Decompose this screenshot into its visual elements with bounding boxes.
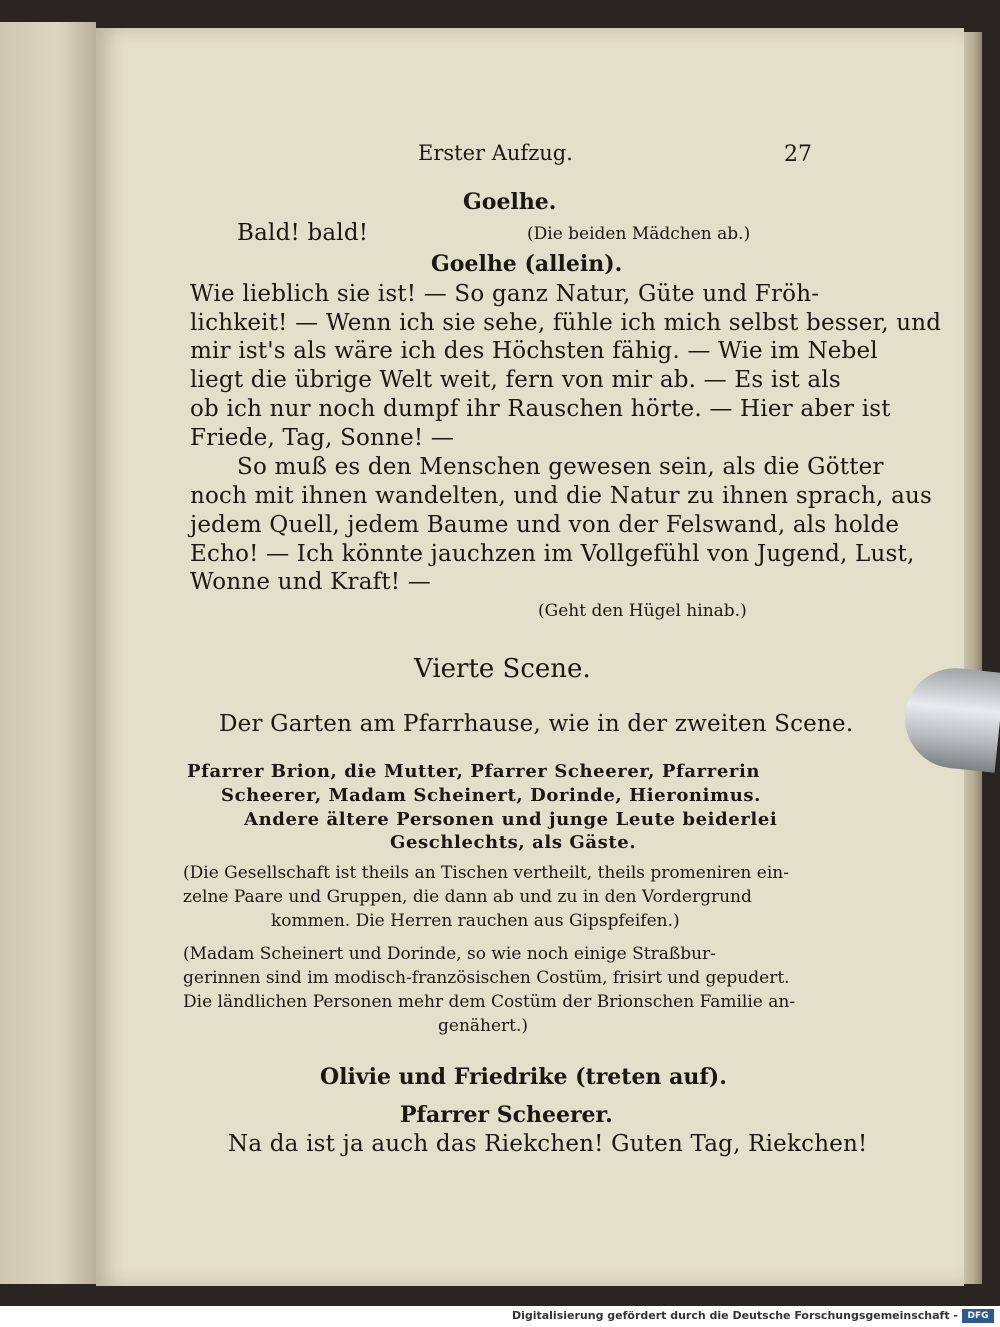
dialogue-line: ob ich nur noch dumpf ihr Rauschen hörte. — Hier aber ist bbox=[190, 396, 891, 422]
stage-direction: kommen. Die Herren rauchen aus Gipspfeifen.) bbox=[271, 911, 680, 931]
dfg-logo: DFG bbox=[962, 1309, 994, 1323]
stage-direction: genähert.) bbox=[438, 1016, 529, 1036]
stage-direction: Die ländlichen Personen mehr dem Costüm der Brionschen Familie an- bbox=[183, 992, 796, 1012]
dialogue-line: lichkeit! — Wenn ich sie sehe, fühle ich mich selbst besser, und bbox=[190, 310, 942, 336]
speaker-pfarrer-scheerer: Pfarrer Scheerer. bbox=[400, 1102, 613, 1128]
running-title: Erster Aufzug. bbox=[418, 141, 573, 165]
stage-direction: (Die Gesellschaft ist theils an Tischen vertheilt, theils promeniren ein- bbox=[183, 863, 789, 883]
stage-direction: (Die beiden Mädchen ab.) bbox=[527, 224, 751, 244]
dialogue-line: jedem Quell, jedem Baume und von der Felswand, als holde bbox=[190, 512, 900, 538]
scene-heading: Vierte Scene. bbox=[414, 654, 591, 684]
dialogue-line: mir ist's als wäre ich des Höchsten fähig. — Wie im Nebel bbox=[190, 338, 878, 364]
funding-credit: Digitalisierung gefördert durch die Deutsche Forschungsgemeinschaft - bbox=[511, 1309, 958, 1322]
dialogue-line: Wie lieblich sie ist! — So ganz Natur, Güte und Fröh- bbox=[190, 281, 820, 307]
cast-line: Andere ältere Personen und junge Leute beiderlei bbox=[244, 809, 778, 830]
left-page-edge bbox=[0, 22, 96, 1284]
dialogue-line: Na da ist ja auch das Riekchen! Guten Tag, Riekchen! bbox=[228, 1131, 868, 1157]
dialogue-line: Friede, Tag, Sonne! — bbox=[190, 425, 455, 451]
scene-setting: Der Garten am Pfarrhause, wie in der zweiten Scene. bbox=[219, 711, 854, 737]
dialogue-line: Bald! bald! bbox=[237, 220, 369, 246]
stage-direction: zelne Paare und Gruppen, die dann ab und zu in den Vordergrund bbox=[183, 887, 752, 907]
speaker-goethe: Goelhe. bbox=[463, 189, 557, 215]
stage-direction: (Geht den Hügel hinab.) bbox=[538, 601, 747, 621]
entrance-line: Olivie und Friedrike (treten auf). bbox=[320, 1064, 727, 1090]
cast-line: Scheerer, Madam Scheinert, Dorinde, Hieronimus. bbox=[221, 785, 761, 806]
dialogue-line: Echo! — Ich könnte jauchzen im Vollgefühl von Jugend, Lust, bbox=[190, 541, 915, 567]
cast-line: Geschlechts, als Gäste. bbox=[390, 832, 637, 853]
dialogue-line: So muß es den Menschen gewesen sein, als die Götter bbox=[237, 454, 884, 480]
dialogue-line: Wonne und Kraft! — bbox=[190, 569, 431, 595]
stage-direction: (Madam Scheinert und Dorinde, so wie noch einige Straßbur- bbox=[183, 944, 716, 964]
stage-direction: gerinnen sind im modisch-französischen Costüm, frisirt und gepudert. bbox=[183, 968, 790, 988]
page-number: 27 bbox=[784, 142, 812, 167]
cast-line: Pfarrer Brion, die Mutter, Pfarrer Scheerer, Pfarrerin bbox=[187, 761, 761, 782]
speaker-goethe-alone: Goelhe (allein). bbox=[431, 251, 623, 277]
dialogue-line: noch mit ihnen wandelten, und die Natur zu ihnen sprach, aus bbox=[190, 483, 932, 509]
dialogue-line: liegt die übrige Welt weit, fern von mir ab. — Es ist als bbox=[190, 367, 841, 393]
